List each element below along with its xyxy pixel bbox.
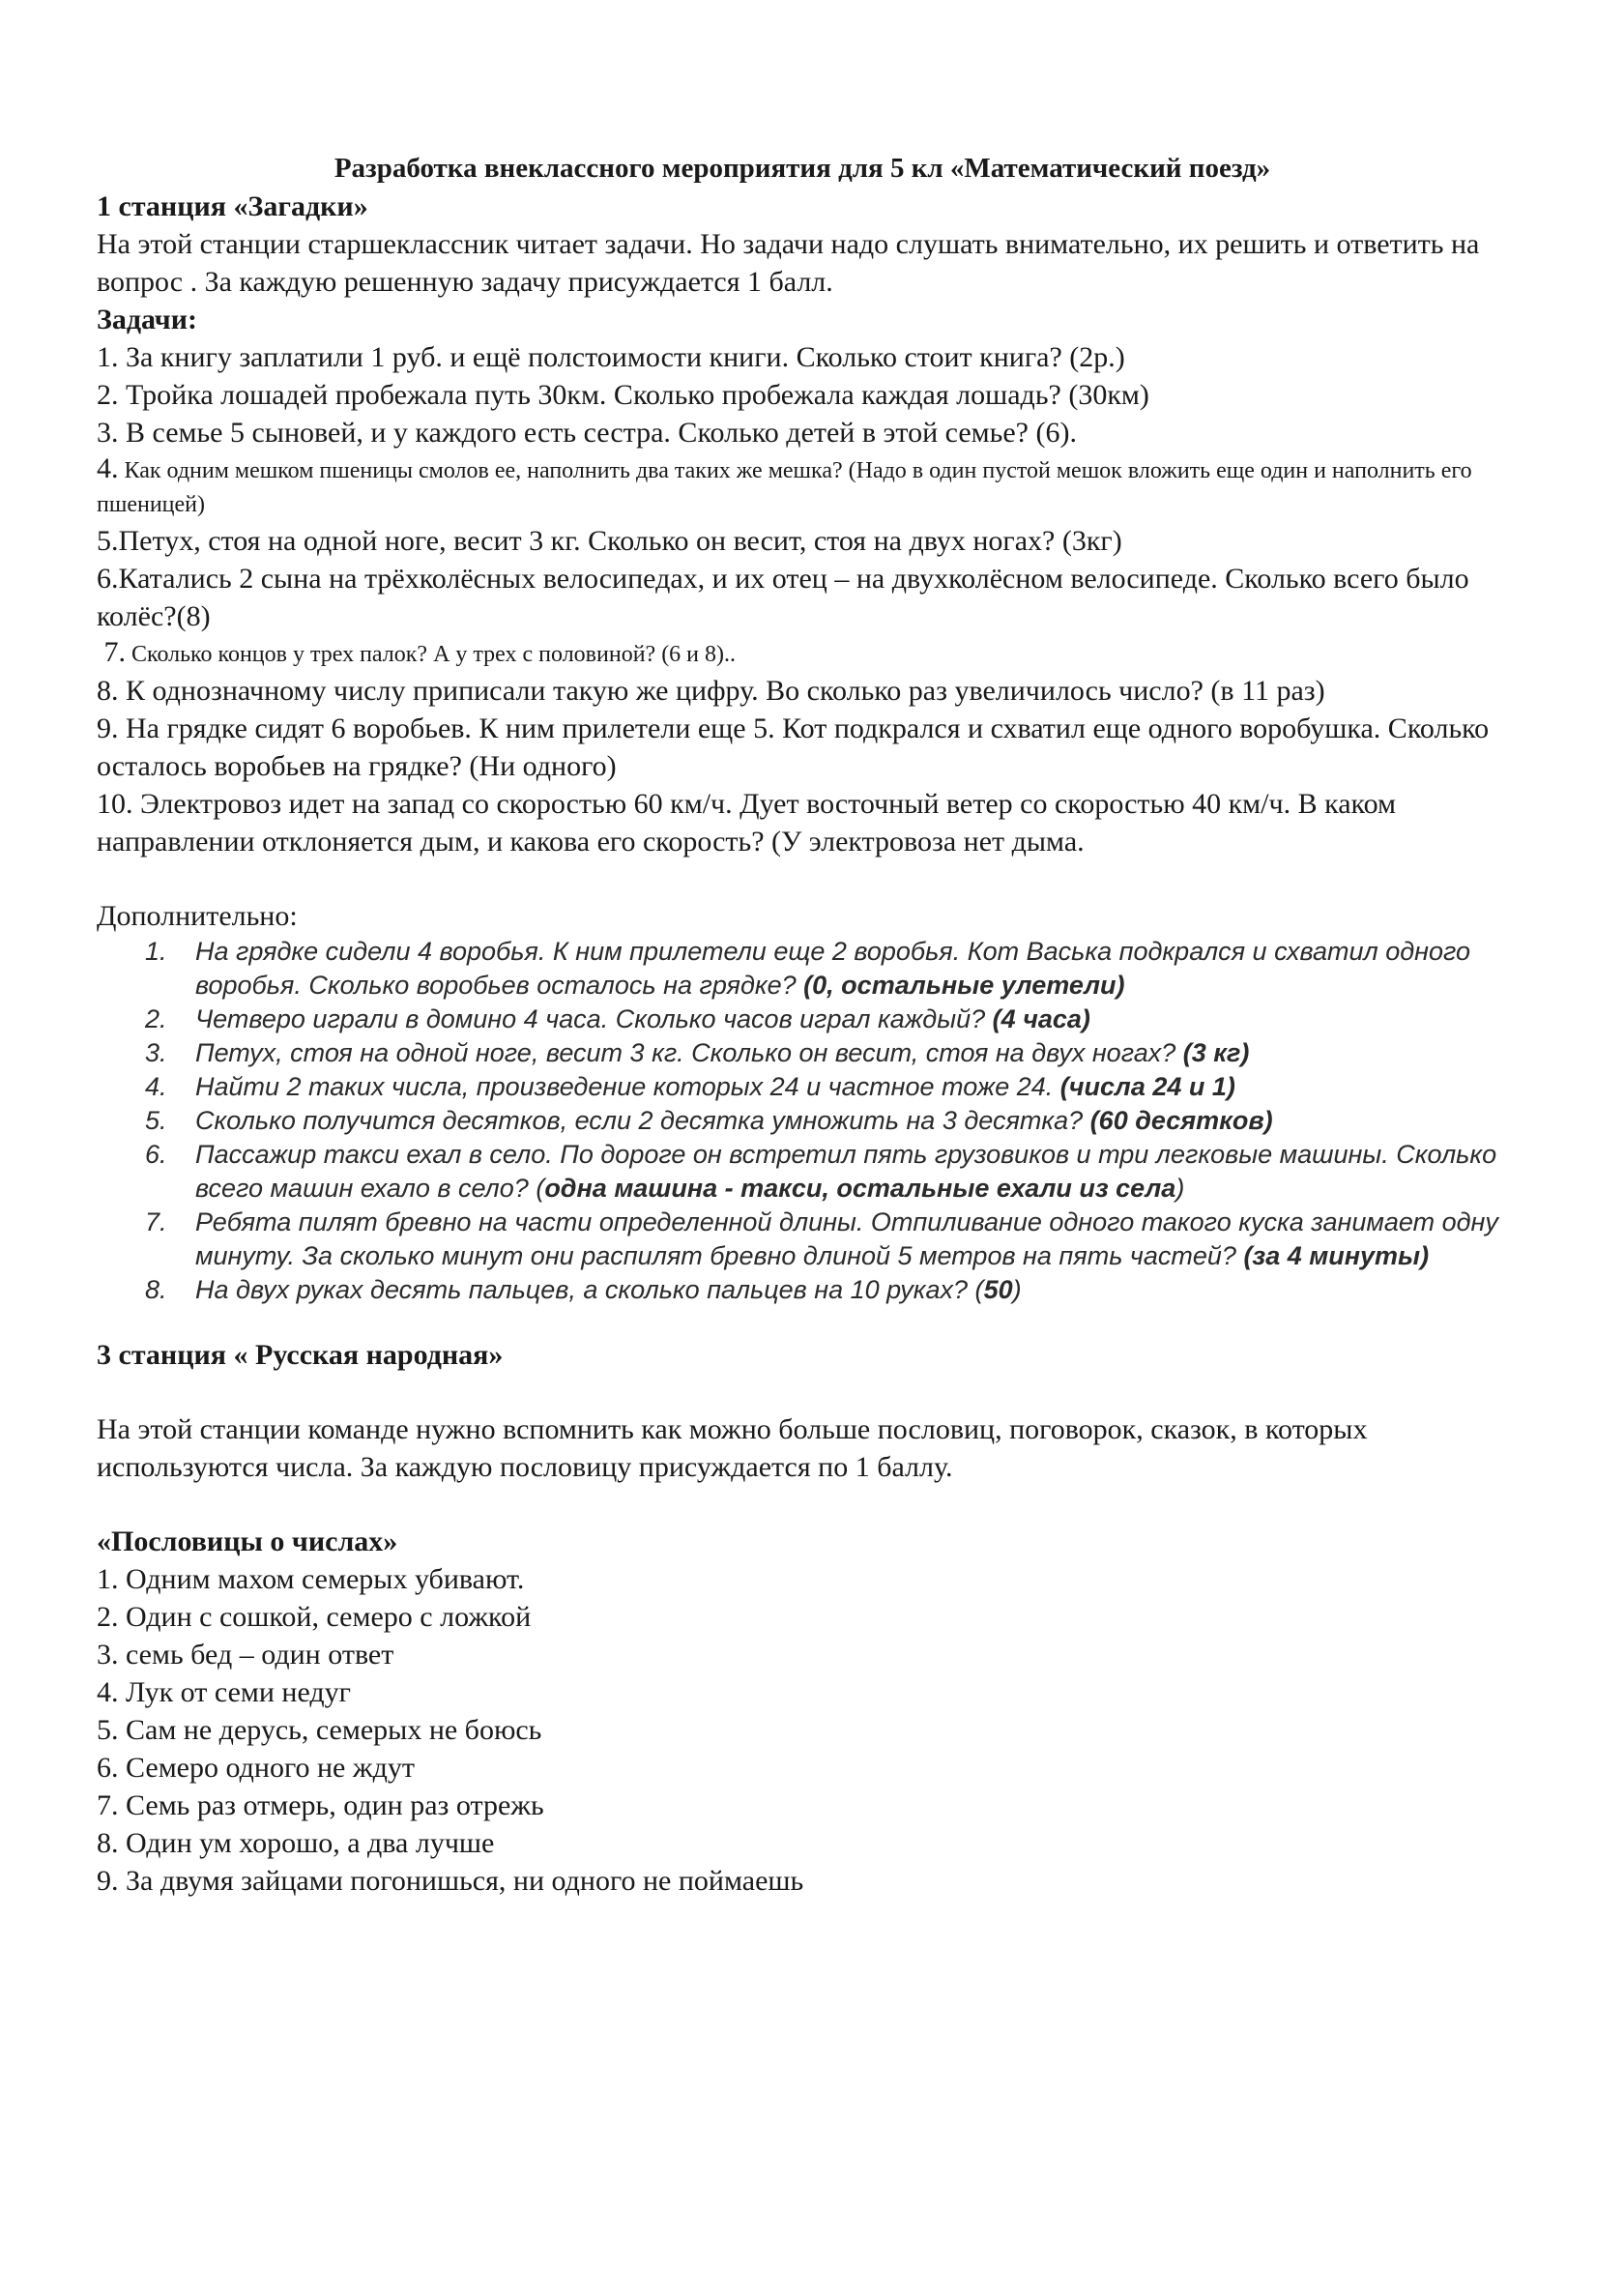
proverb-item: 7. Семь раз отмерь, один раз отрежь [97, 1789, 544, 1821]
task-item: 7. Сколько концов у трех палок? А у трех с половиной? (6 и 8).. [97, 636, 737, 668]
proverb-item: 9. За двумя зайцами погонишься, ни одного не поймаешь [97, 1865, 804, 1897]
extra-item: 5. Сколько получится десятков, если 2 десятка умножить на 3 десятка? (60 десятков) [145, 1106, 1273, 1135]
extra-heading: Дополнительно: [97, 900, 298, 932]
task-item: 2. Тройка лошадей пробежала путь 30км. Сколько пробежала каждая лошадь? (30км) [97, 379, 1149, 411]
extra-item: 3. Петух, стоя на одной ноге, весит 3 кг. Сколько он весит, стоя на двух ногах? (3 кг) [145, 1038, 1250, 1067]
task-item: 5.Петух, стоя на одной ноге, весит 3 кг. Сколько он весит, стоя на двух ногах? (3кг) [97, 525, 1122, 557]
tasks-heading: Задачи: [97, 304, 198, 335]
extra-item: 4. Найти 2 таких числа, произведение которых 24 и частное тоже 24. (числа 24 и 1) [145, 1072, 1235, 1101]
extra-list [97, 935, 1508, 1307]
task-item: 9. На грядке сидят 6 воробьев. К ним прилетели еще 5. Кот подкрался и схватил еще одного воробушка. Сколько осталось воробьев на грядке? (Ни одного) [97, 712, 1490, 782]
task-item: 8. К однозначному числу приписали такую же цифру. Во сколько раз увеличилось число? (в 11 раз) [97, 675, 1325, 707]
extra-item: 8. На двух руках десять пальцев, а сколько пальцев на 10 руках? (50) [145, 1275, 1022, 1304]
proverbs-heading: «Пословицы о числах» [97, 1526, 398, 1557]
task-item: 4. Как одним мешком пшеницы смолов ее, наполнить два таких же мешка? (Надо в один пустой мешок вложить еще один и наполнить его пшеницей) [97, 452, 1472, 517]
proverb-item: 5. Сам не дерусь, семерых не боюсь [97, 1714, 542, 1746]
document-title: Разработка внеклассного мероприятия для 5 кл «Математический поезд» [334, 153, 1271, 184]
station3-heading: 3 станция « Русская народная» [97, 1339, 504, 1371]
extra-item: 1. На грядке сидели 4 воробья. К ним прилетели еще 2 воробья. Кот Васька подкрался и схватил одного воробья. Сколько воробьев осталось на грядке? (0, остальные улетели) [145, 937, 1471, 1000]
proverb-item: 1. Одним махом семерых убивают. [97, 1563, 525, 1595]
proverb-item: 3. семь бед – один ответ [97, 1639, 394, 1671]
station1-intro: На этой станции старшеклассник читает задачи. Но задачи надо слушать внимательно, их решить и ответить на вопрос . За каждую решенную задачу присуждается 1 балл. [97, 228, 1480, 298]
task-item: 1. За книгу заплатили 1 руб. и ещё полстоимости книги. Сколько стоит книга? (2р.) [97, 341, 1125, 373]
extra-item: 6. Пассажир такси ехал в село. По дороге он встретил пять грузовиков и три легковые машины. Сколько всего машин ехало в село? (одна машина - такси, остальные ехали из села) [145, 1140, 1497, 1203]
document-page [97, 149, 1508, 1900]
proverbs-list [97, 1560, 1508, 1900]
proverb-item: 2. Один с сошкой, семеро с ложкой [97, 1601, 532, 1633]
task-item: 10. Электровоз идет на запад со скоростью 60 км/ч. Дует восточный ветер со скоростью 40 км/ч. В каком направлении отклоняется дым, и какова его скорость? (У электровоза нет дыма. [97, 788, 1396, 857]
proverb-item: 4. Лук от семи недуг [97, 1676, 351, 1708]
proverb-item: 6. Семеро одного не ждут [97, 1752, 415, 1784]
station1-heading: 1 станция «Загадки» [97, 190, 368, 222]
station3-intro: На этой станции команде нужно вспомнить как можно больше пословиц, поговорок, сказок, в которых используются числа. За каждую пословицу присуждается по 1 баллу. [97, 1413, 1368, 1483]
extra-item: 2. Четверо играли в домино 4 часа. Сколько часов играл каждый? (4 часа) [145, 1004, 1090, 1033]
task-item: 3. В семье 5 сыновей, и у каждого есть сестра. Сколько детей в этой семье? (6). [97, 417, 1077, 449]
task-item: 6.Катались 2 сына на трёхколёсных велосипедах, и их отец – на двухколёсном велосипеде. Сколько всего было колёс?(8) [97, 563, 1469, 632]
proverb-item: 8. Один ум хорошо, а два лучше [97, 1827, 495, 1859]
extra-item: 7. Ребята пилят бревно на части определенной длины. Отпиливание одного такого куска занимает одну минуту. За сколько минут они распилят бревно длиной 5 метров на пять частей? (за 4 минуты) [145, 1207, 1498, 1270]
